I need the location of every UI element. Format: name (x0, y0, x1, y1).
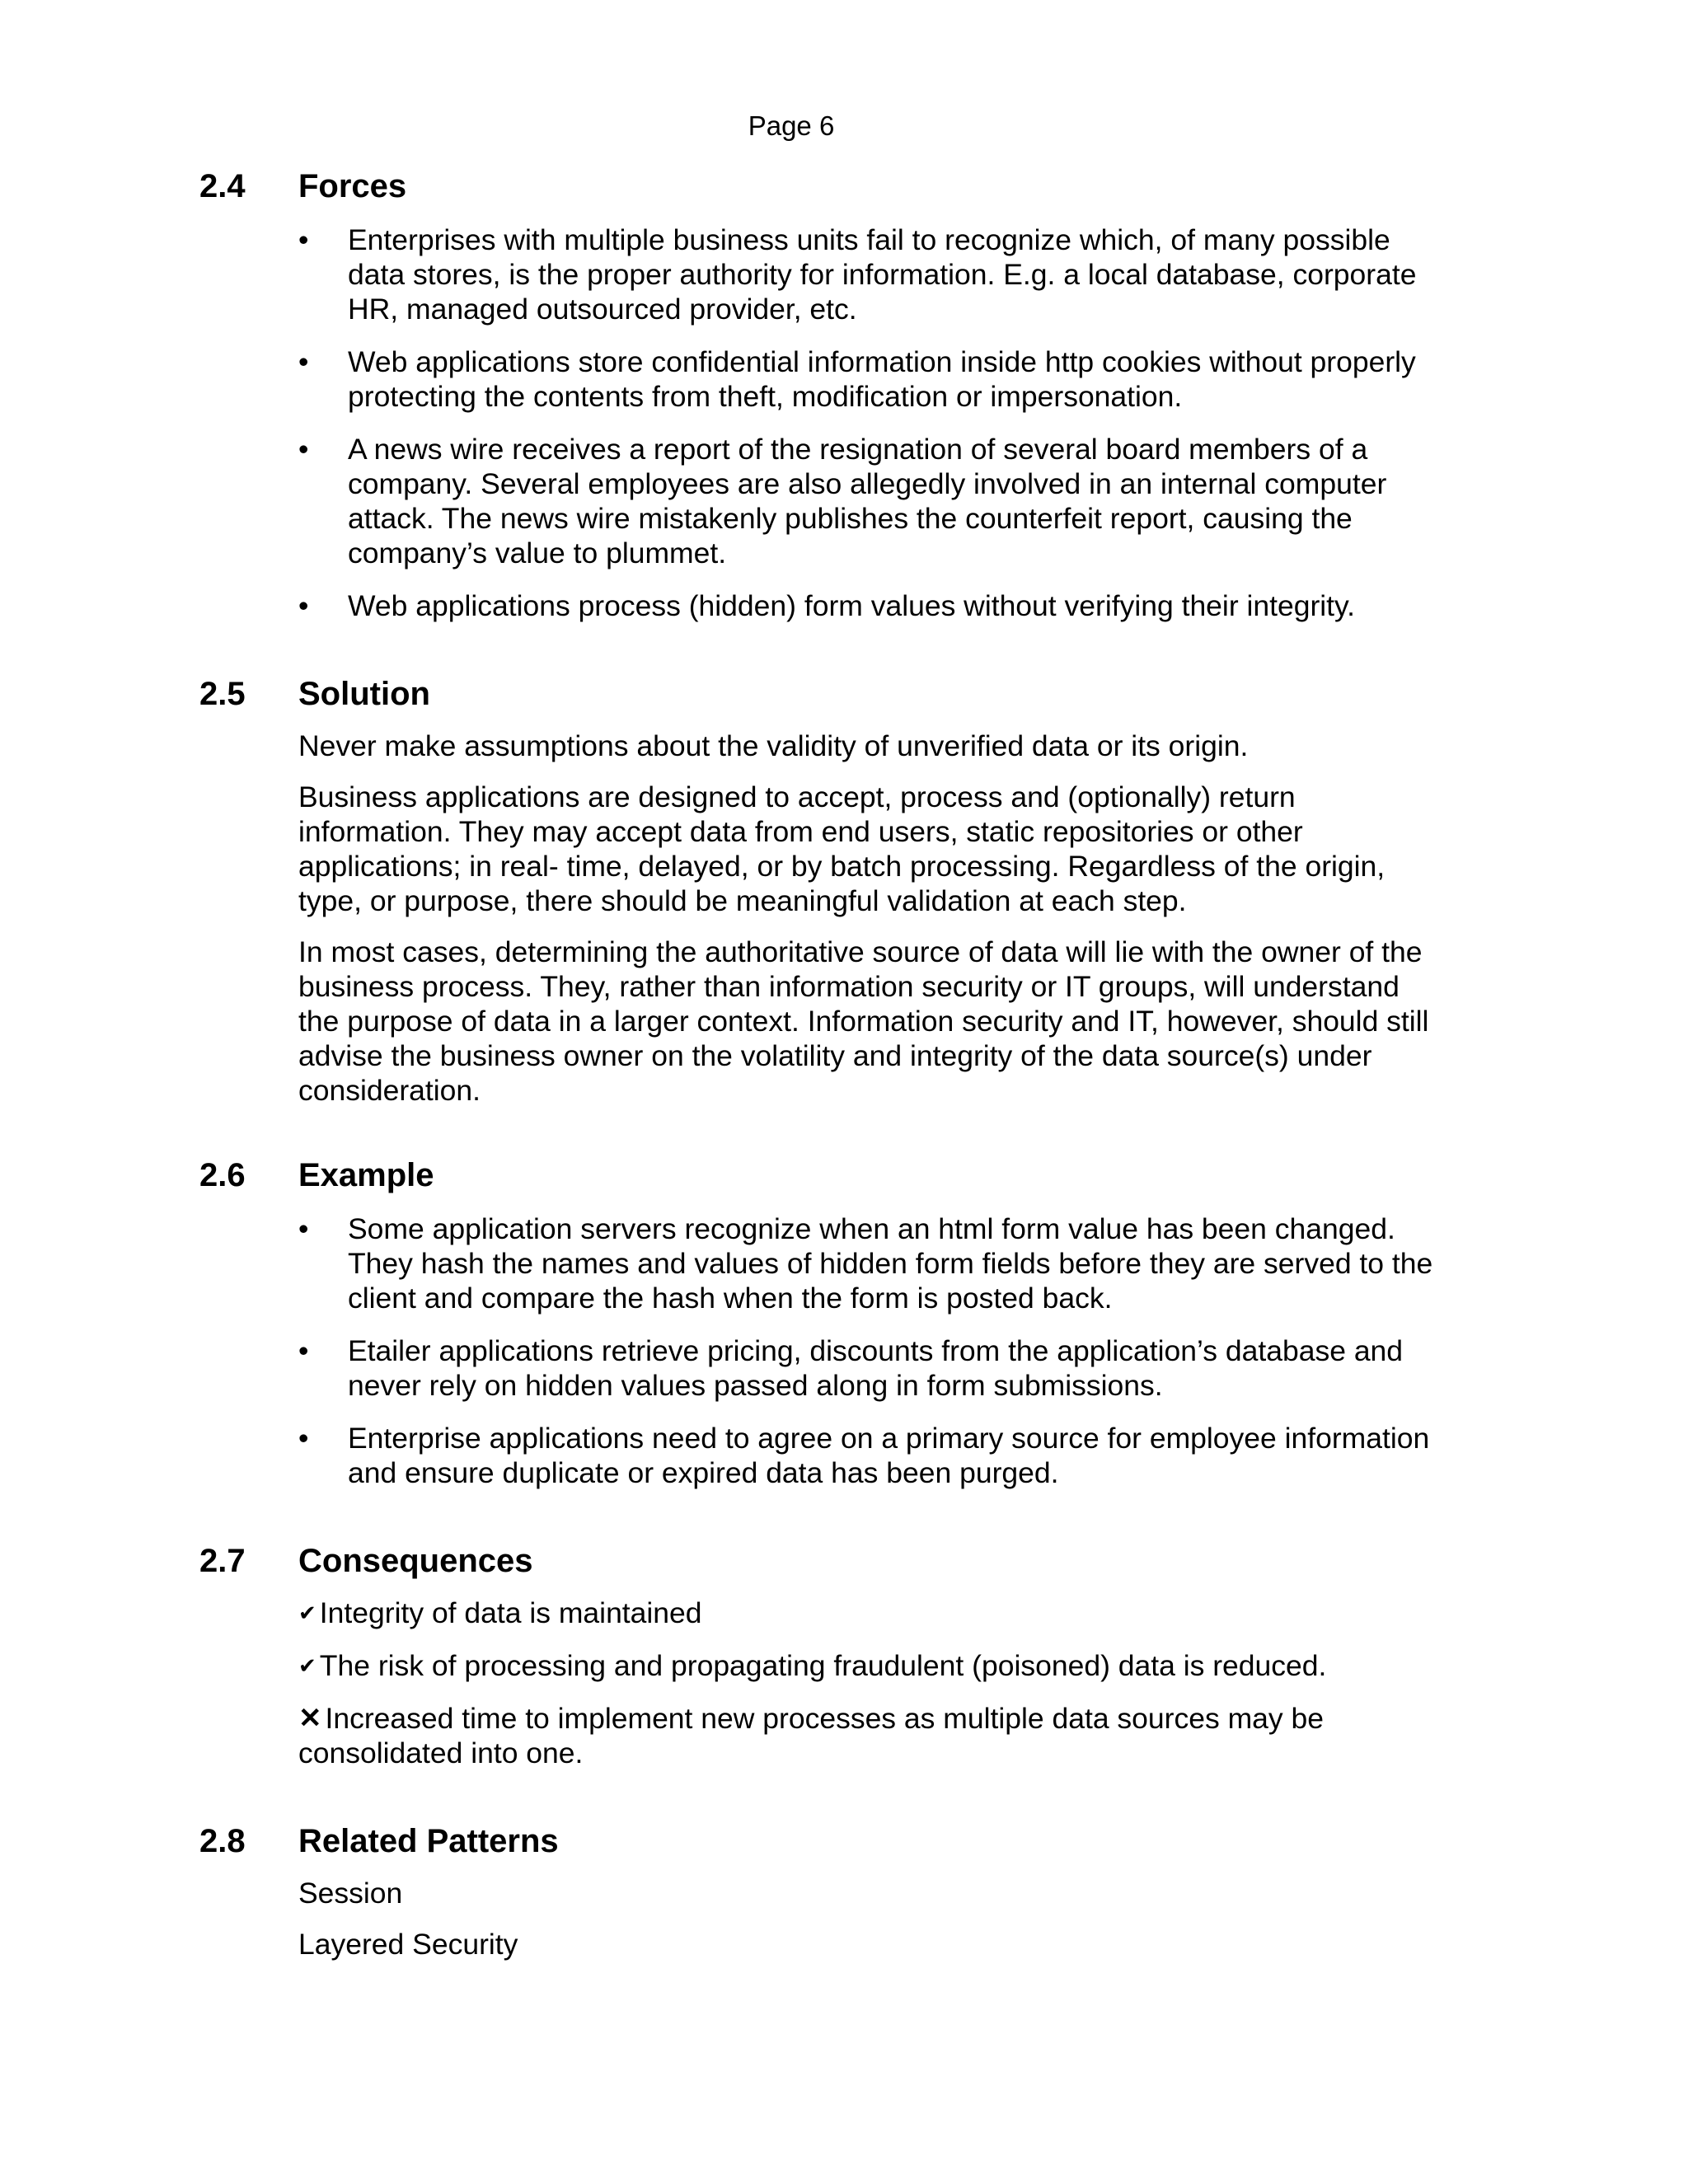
list-item (298, 588, 1502, 623)
section-number: 2.6 (199, 1157, 246, 1193)
text-line: advise the business owner on the volatility and integrity of the data source(s) under (298, 1039, 1372, 1072)
section-example (199, 1155, 1502, 1490)
section-number: 2.4 (199, 168, 246, 204)
section-related-patterns (199, 1821, 1502, 1961)
text-line: A news wire receives a report of the resignation of several board members of a (348, 433, 1368, 466)
section-consequences (199, 1541, 1502, 1770)
list-item (298, 223, 1502, 326)
bullet-icon: • (298, 433, 309, 466)
text-line: company. Several employees are also allegedly involved in an internal computer (348, 467, 1387, 500)
section-title: Example (298, 1157, 434, 1193)
bullet-icon: • (298, 1422, 309, 1455)
text-line: Etailer applications retrieve pricing, discounts from the application’s database and (348, 1334, 1404, 1367)
text-line: Business applications are designed to accept, process and (optionally) return (298, 780, 1296, 813)
bullet-icon: • (298, 589, 309, 622)
section-number: 2.8 (199, 1823, 246, 1859)
bullet-icon: • (298, 345, 309, 378)
text-line: The risk of processing and propagating fraudulent (poisoned) data is reduced. (319, 1649, 1327, 1682)
cross-icon: ✕ (298, 1703, 322, 1734)
text-line: Some application servers recognize when an html form value has been changed. (348, 1212, 1395, 1245)
text-line: type, or purpose, there should be meaningful validation at each step. (298, 884, 1187, 917)
section-title: Solution (298, 676, 430, 712)
section-forces (199, 166, 1502, 623)
paragraph (298, 935, 1502, 1108)
list-item (298, 432, 1502, 570)
example-list (298, 1212, 1502, 1490)
check-icon: ✔ (298, 1653, 316, 1678)
section-heading (199, 1541, 1502, 1581)
section-heading (199, 166, 1502, 206)
paragraph (298, 780, 1502, 918)
related-pattern-item: Session (298, 1877, 403, 1910)
bullet-icon: • (298, 1334, 309, 1367)
check-icon: ✔ (298, 1601, 316, 1625)
page-number: Page 6 (748, 110, 835, 141)
list-item (298, 344, 1502, 414)
text-line: and ensure duplicate or expired data has been purged. (348, 1456, 1059, 1489)
bullet-icon: • (298, 1212, 309, 1245)
section-heading (199, 1821, 1502, 1861)
text-line: company’s value to plummet. (348, 537, 727, 569)
consequence-item (298, 1648, 1502, 1683)
paragraph (298, 729, 1502, 763)
text-line: client and compare the hash when the form is posted back. (348, 1282, 1113, 1315)
section-title: Consequences (298, 1543, 533, 1579)
section-heading (199, 674, 1502, 714)
list-item (298, 1421, 1502, 1490)
text-line: Enterprises with multiple business units fail to recognize which, of many possible (348, 223, 1390, 256)
section-title: Forces (298, 168, 407, 204)
text-line: the purpose of data in a larger context. Information security and IT, however, should still (298, 1005, 1429, 1038)
text-line: Enterprise applications need to agree on a primary source for employee information (348, 1422, 1430, 1455)
text-line: protecting the contents from theft, modification or impersonation. (348, 380, 1183, 413)
text-line: consolidated into one. (298, 1736, 584, 1769)
consequence-item (298, 1596, 1502, 1630)
forces-list (298, 223, 1502, 623)
text-line: Increased time to implement new processes as multiple data sources may be (325, 1702, 1325, 1735)
list-item (298, 1333, 1502, 1403)
section-number: 2.5 (199, 676, 246, 712)
text-line: applications; in real- time, delayed, or by batch processing. Regardless of the origin, (298, 850, 1386, 883)
text-line: never rely on hidden values passed along in form submissions. (348, 1369, 1163, 1402)
list-item (298, 1212, 1502, 1315)
section-solution (199, 674, 1502, 1108)
text-line: In most cases, determining the authoritative source of data will lie with the owner of the (298, 935, 1423, 968)
text-line: HR, managed outsourced provider, etc. (348, 293, 857, 326)
text-line: attack. The news wire mistakenly publishes the counterfeit report, causing the (348, 502, 1353, 535)
related-pattern-item: Layered Security (298, 1928, 518, 1961)
text-line: They hash the names and values of hidden form fields before they are served to the (348, 1247, 1433, 1280)
text-line: consideration. (298, 1074, 481, 1107)
section-number: 2.7 (199, 1543, 246, 1579)
text-line: information. They may accept data from end users, static repositories or other (298, 815, 1303, 848)
section-heading (199, 1155, 1502, 1195)
text-line: Web applications store confidential information inside http cookies without properly (348, 345, 1416, 378)
consequence-item (298, 1701, 1502, 1770)
text-line: Never make assumptions about the validity of unverified data or its origin. (298, 729, 1249, 762)
text-line: Web applications process (hidden) form values without verifying their integrity. (348, 589, 1356, 622)
bullet-icon: • (298, 223, 309, 256)
text-line: Integrity of data is maintained (319, 1596, 702, 1629)
text-line: data stores, is the proper authority for information. E.g. a local database, corporate (348, 258, 1417, 291)
section-title: Related Patterns (298, 1823, 559, 1859)
text-line: business process. They, rather than information security or IT groups, will understand (298, 970, 1400, 1003)
